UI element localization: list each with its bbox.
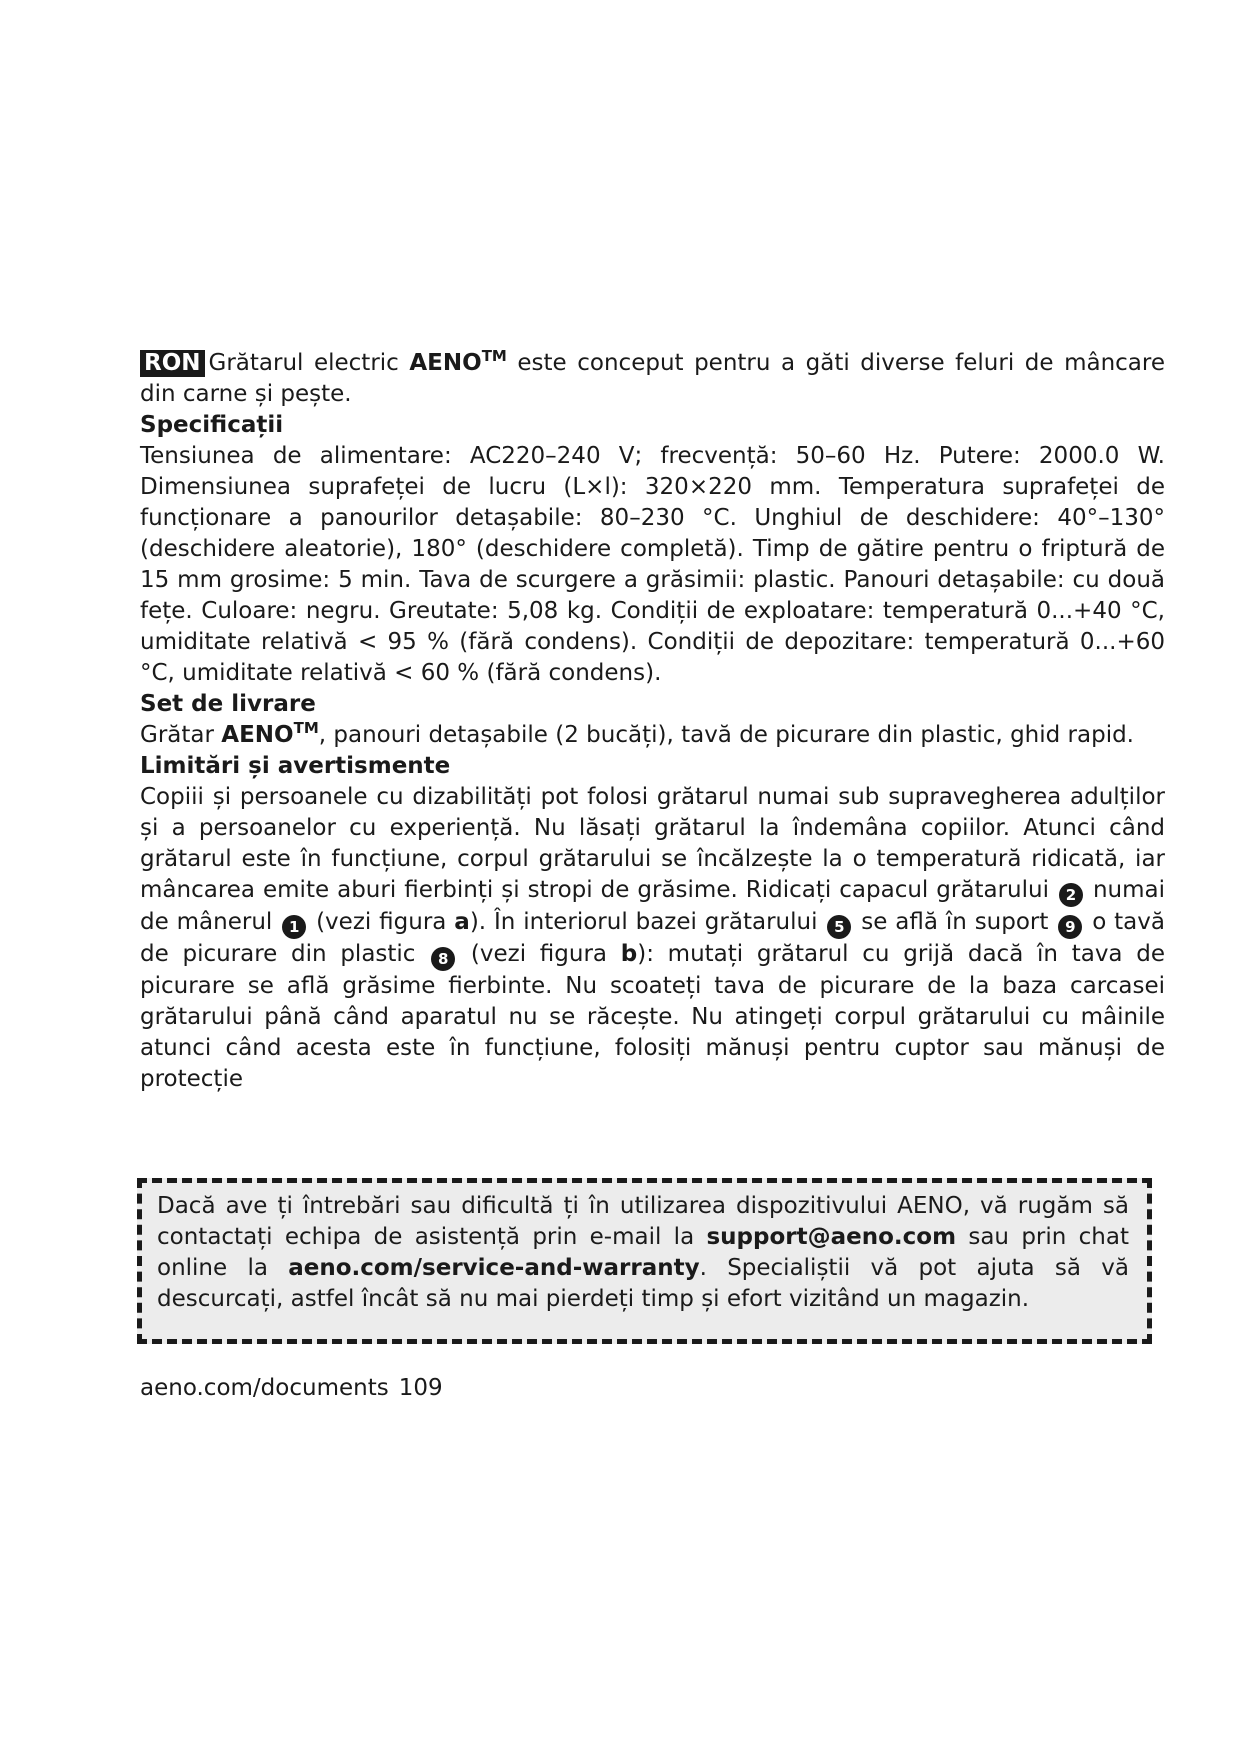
warnings-text-part: o tavă de picurare din plastic bbox=[140, 909, 1165, 967]
support-email-link[interactable]: support@aeno.com bbox=[706, 1224, 957, 1250]
figure-ref-b: b bbox=[620, 941, 638, 967]
support-notice-text-middle: sau prin chat online la bbox=[157, 1224, 1129, 1281]
ref-number-support: 9 bbox=[1058, 915, 1082, 939]
delivery-brand-name: AENO bbox=[221, 722, 294, 748]
warnings-text-part: Copiii și persoanele cu dizabilități pot folosi grătarul numai sub supravegherea adulților și a persoanelor cu experiență. Nu lăsați grătarul la îndemâna copiilor. Atunci când grătarul este în funcțiune, corpul grătarului se încălzește la o temperatură ridicată, iar mâncarea emite aburi fierbinți și stropi de grăsime. Ridicați capacul grătarului bbox=[140, 784, 1165, 903]
ref-number-base: 5 bbox=[827, 915, 851, 939]
manual-content bbox=[140, 348, 1165, 1095]
service-warranty-link[interactable]: aeno.com/service-and-warranty bbox=[288, 1255, 700, 1281]
support-notice-text-end: . Specialiștii vă pot ajuta să vă descurcați, astfel încât să nu mai pierdeți timp și efort vizitând un magazin. bbox=[157, 1255, 1129, 1312]
figure-ref-a: a bbox=[454, 909, 470, 935]
delivery-set-heading: Set de livrare bbox=[140, 691, 316, 717]
warnings-text-part: (vezi figura bbox=[308, 909, 455, 935]
ref-number-lid: 2 bbox=[1059, 883, 1083, 907]
support-notice-text-start: Dacă ave ți întrebări sau dificultă ți în utilizarea dispozitivului AENO, vă rugăm să contactați echipa de asistență prin e-mail la bbox=[157, 1193, 1129, 1250]
warnings-heading: Limitări și avertismente bbox=[140, 753, 451, 779]
specifications-heading: Specificații bbox=[140, 412, 284, 438]
warnings-text-part: numai de mânerul bbox=[140, 877, 1166, 935]
intro-text-start: Grătarul electric bbox=[208, 350, 410, 376]
ref-number-tray: 8 bbox=[431, 947, 455, 971]
delivery-text-start: Grătar bbox=[140, 722, 222, 748]
intro-text-end: este conceput pentru a găti diverse feluri de mâncare din carne și pește. bbox=[140, 350, 1165, 407]
documents-url: aeno.com/documents bbox=[140, 1375, 389, 1401]
page-number: 109 bbox=[398, 1375, 443, 1401]
language-badge: RON bbox=[140, 350, 205, 377]
page-footer bbox=[140, 1373, 443, 1403]
ref-number-handle: 1 bbox=[282, 915, 306, 939]
delivery-text-end: , panouri detașabile (2 bucăți), tavă de picurare din plastic, ghid rapid. bbox=[318, 722, 1134, 748]
specifications-text: Tensiunea de alimentare: AC220–240 V; frecvență: 50–60 Hz. Putere: 2000.0 W. Dimensiunea suprafeței de lucru (L×l): 320×220 mm. Temperatura suprafeței de funcționare a panourilor detașabile: 80–230 °C. Unghiul de deschidere: 40°–130° (deschidere aleatorie), 180° (deschidere completă). Timp de gătire pentru o friptură de 15 mm grosime: 5 min. Tava de scurgere a grăsimii: plastic. Panouri detașabile: cu două fețe. Culoare: negru. Greutate: 5,08 kg. Condiții de exploatare: temperatură 0...+40 °C, umiditate relativă < 95 % (fără condens). Condiții de depozitare: temperatură 0...+60 °C, umiditate relativă < 60 % (fără condens). bbox=[140, 443, 1165, 686]
brand-name: AENO bbox=[409, 350, 482, 376]
intro-paragraph bbox=[140, 348, 1165, 410]
delivery-trademark-symbol: TM bbox=[293, 719, 319, 737]
support-notice-box bbox=[137, 1178, 1152, 1344]
delivery-set-paragraph bbox=[140, 720, 1165, 751]
warnings-text-part: ). În interiorul bazei grătarului bbox=[469, 909, 826, 935]
warnings-text-part: ): mutați grătarul cu grijă dacă în tava de picurare se află grăsime fierbinte. Nu scoateți tava de picurare de la baza carcasei grătarului până când aparatul nu se răcește. Nu atingeți corpul grătarului cu mâinile atunci când acesta este în funcțiune, folosiți mănuși pentru cuptor sau mănuși de protecție bbox=[140, 941, 1165, 1092]
warnings-text-part: se află în suport bbox=[853, 909, 1057, 935]
warnings-text-part: (vezi figura bbox=[457, 941, 621, 967]
warnings-text bbox=[140, 782, 1165, 1095]
trademark-symbol: TM bbox=[481, 347, 507, 365]
